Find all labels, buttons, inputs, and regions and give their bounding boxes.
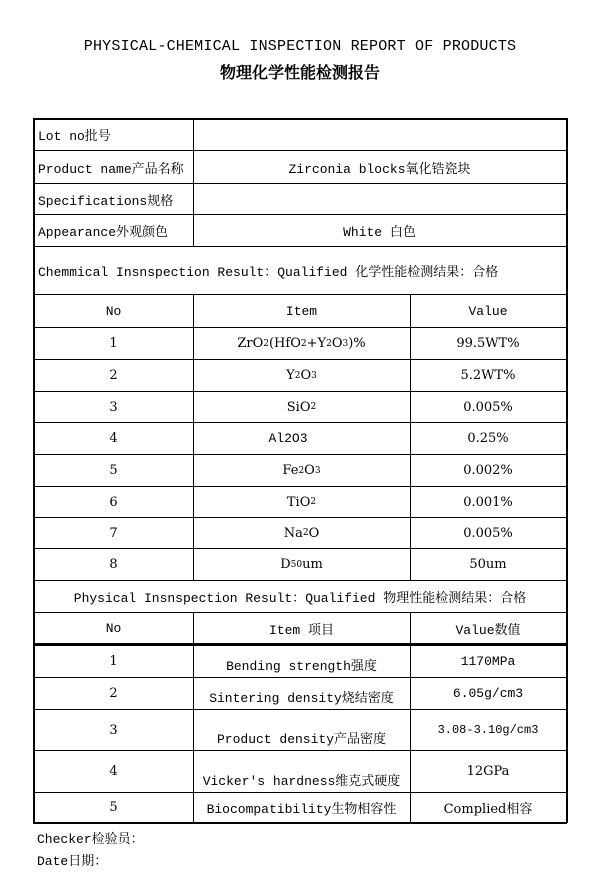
product-name-label: Product name产品名称 bbox=[38, 161, 184, 177]
phys-row-no: 1 bbox=[109, 654, 118, 669]
chem-row-no: 8 bbox=[109, 557, 118, 572]
phys-header-item: Item 项目 bbox=[268, 622, 334, 638]
phys-row-item: Product density产品密度 bbox=[216, 732, 387, 747]
chem-row-no: 2 bbox=[109, 368, 118, 383]
chem-row-no: 4 bbox=[109, 431, 118, 446]
chem-header-value: Value bbox=[468, 303, 508, 319]
chem-header-item: Item bbox=[285, 303, 318, 319]
phys-row-item: Sintering density烧结密度 bbox=[209, 691, 394, 706]
physical-result: Physical Insnspection Result：Qualified 物理性能检测结果：合格 bbox=[73, 591, 527, 606]
phys-row-value: 12GPa bbox=[466, 764, 510, 779]
chem-row-item: D 50 um bbox=[280, 557, 323, 572]
chem-row-item: Al2O3 bbox=[268, 431, 308, 446]
phys-row-value: 3.08-3.10g/cm3 bbox=[437, 723, 539, 737]
chem-row-value: 0.002% bbox=[463, 463, 513, 478]
table-h-rule bbox=[33, 822, 567, 824]
chem-header-no: No bbox=[105, 303, 122, 319]
table-h-rule bbox=[33, 643, 567, 645]
chem-row-item: Na 2 O bbox=[283, 525, 320, 541]
chem-row-item: Fe 2 O 3 bbox=[282, 463, 321, 478]
chem-row-value: 0.005% bbox=[463, 399, 513, 415]
phys-row-no: 5 bbox=[109, 800, 118, 815]
lot-no-value bbox=[193, 119, 566, 150]
chem-row-no: 3 bbox=[109, 399, 118, 415]
date-label: Date日期： bbox=[37, 854, 108, 869]
table-border-right bbox=[566, 118, 568, 823]
chem-row-item: ZrO 2 (HfO 2 +Y 2 O 3 )% bbox=[237, 336, 366, 351]
appearance-value: White 白色 bbox=[343, 225, 416, 240]
chem-row-item: SiO 2 bbox=[286, 399, 317, 415]
chem-row-value: 0.005% bbox=[463, 525, 513, 541]
specifications-label: Specifications规格 bbox=[38, 193, 174, 209]
phys-row-item: Vicker's hardness维克式硬度 bbox=[202, 774, 401, 789]
chem-row-no: 6 bbox=[109, 494, 118, 510]
chem-row-value: 0.25% bbox=[467, 431, 509, 446]
phys-row-value: 6.05g/cm3 bbox=[452, 686, 524, 701]
report-title-chinese: 物理化学性能检测报告 bbox=[219, 63, 380, 82]
phys-header-value: Value数值 bbox=[455, 622, 521, 638]
product-name-value: Zirconia blocks氧化锆瓷块 bbox=[288, 161, 471, 177]
phys-row-no: 2 bbox=[109, 686, 118, 701]
chem-row-value: 0.001% bbox=[463, 494, 513, 510]
specifications-value bbox=[193, 184, 566, 214]
chem-row-value: 50um bbox=[469, 557, 507, 572]
appearance-label: Appearance外观颜色 bbox=[38, 225, 169, 240]
lot-no-label: Lot no批号 bbox=[38, 129, 111, 144]
phys-row-item: Biocompatibility生物相容性 bbox=[206, 802, 397, 817]
phys-row-value: 1170MPa bbox=[460, 654, 516, 669]
phys-row-no: 3 bbox=[109, 722, 118, 738]
phys-header-no: No bbox=[105, 620, 122, 636]
chem-row-value: 5.2WT% bbox=[460, 368, 516, 383]
phys-row-no: 4 bbox=[109, 764, 118, 779]
chemical-result: Chemmical Insnspection Result：Qualified 化学性能检测结果：合格 bbox=[38, 265, 499, 280]
chem-row-no: 7 bbox=[109, 525, 118, 541]
chem-row-no: 5 bbox=[109, 463, 118, 478]
phys-row-item: Bending strength强度 bbox=[226, 659, 377, 674]
phys-row-value: Complied相容 bbox=[443, 802, 533, 817]
chem-row-no: 1 bbox=[109, 336, 118, 351]
chem-row-value: 99.5WT% bbox=[456, 336, 520, 351]
chem-row-item: Y 2 O 3 bbox=[286, 368, 317, 383]
chem-row-item: TiO 2 bbox=[286, 494, 317, 510]
checker-label: Checker检验员： bbox=[37, 832, 144, 847]
report-title-english: PHYSICAL-CHEMICAL INSPECTION REPORT OF PRODUCTS bbox=[83, 38, 517, 55]
